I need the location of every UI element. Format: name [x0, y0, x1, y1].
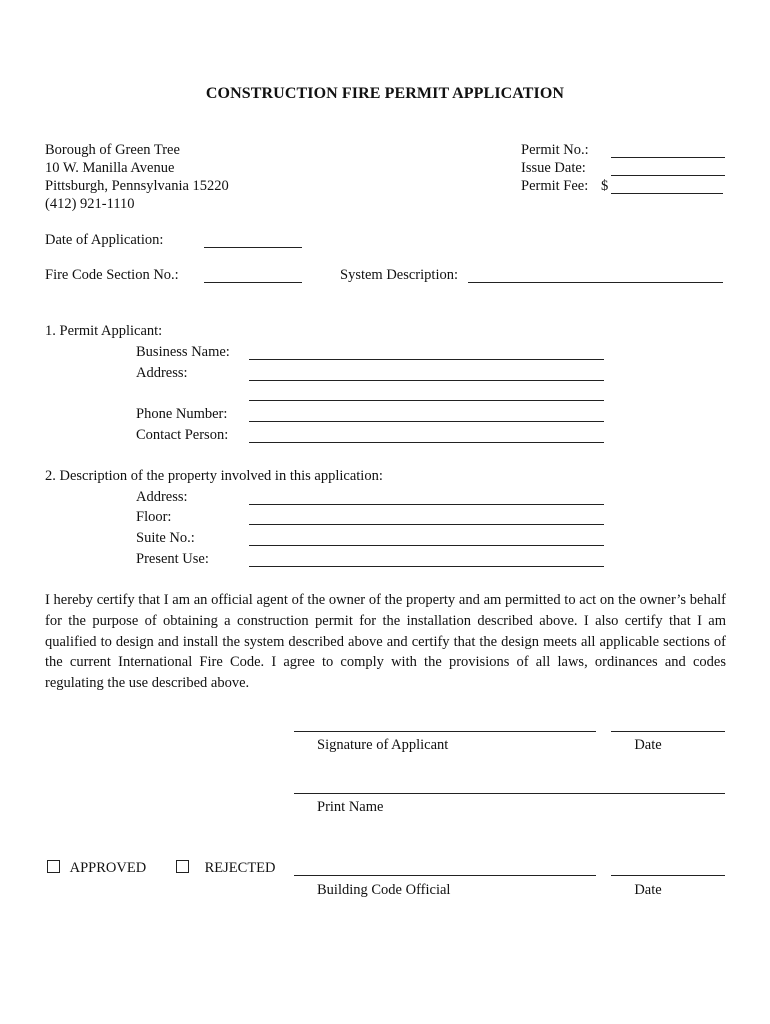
issue-date-label: Issue Date:: [521, 160, 586, 176]
print-name-label: Print Name: [317, 799, 384, 815]
fire-code-section-field[interactable]: [204, 282, 302, 283]
page-title: CONSTRUCTION FIRE PERMIT APPLICATION: [205, 85, 565, 102]
contact-person-field[interactable]: [249, 442, 604, 443]
phone-number-field[interactable]: [249, 421, 604, 422]
print-name-field[interactable]: [294, 793, 725, 794]
applicant-address-label: Address:: [136, 365, 188, 381]
system-description-field[interactable]: [468, 282, 723, 283]
present-use-field[interactable]: [249, 566, 604, 567]
official-date-label: Date: [634, 882, 662, 898]
fire-code-section-label: Fire Code Section No.:: [45, 267, 179, 283]
floor-field[interactable]: [249, 524, 604, 525]
floor-label: Floor:: [136, 509, 172, 525]
signature-of-applicant-label: Signature of Applicant: [317, 737, 449, 753]
applicant-address-field-1[interactable]: [249, 380, 604, 381]
approved-option[interactable]: [47, 859, 146, 877]
address-line-2: 10 W. Manilla Avenue: [45, 160, 175, 176]
suite-number-field[interactable]: [249, 545, 604, 546]
permit-fee-currency: $: [601, 178, 609, 194]
system-description-label: System Description:: [340, 267, 459, 283]
phone-number-label: Phone Number:: [136, 406, 228, 422]
approved-label: APPROVED: [69, 860, 147, 876]
present-use-label: Present Use:: [136, 551, 209, 567]
permit-number-field[interactable]: [611, 157, 725, 158]
issue-date-field[interactable]: [611, 175, 725, 176]
applicant-signature-field[interactable]: [294, 731, 596, 732]
official-signature-field[interactable]: [294, 875, 596, 876]
application-date-label: Date of Application:: [45, 232, 164, 248]
permit-fee-field[interactable]: [611, 193, 723, 194]
permit-fee-label: Permit Fee:: [521, 178, 589, 194]
applicant-address-field-2[interactable]: [249, 400, 604, 401]
section-1-heading: 1. Permit Applicant:: [45, 323, 163, 339]
section-2-heading: 2. Description of the property involved in this application:: [45, 468, 383, 484]
certification-paragraph: I hereby certify that I am an official agent of the owner of the property and am permitted to act on the owner’s behalf for the purpose of obtaining a construction permit for the installation described above. I also certify that I am qualified to design and install the system described above and certify that the design meets all applicable sections of the current International Fire Code. I agree to comply with the provisions of all laws, ordinances and codes regulating the use described above.: [45, 592, 726, 692]
contact-person-label: Contact Person:: [136, 427, 229, 443]
official-date-field[interactable]: [611, 875, 725, 876]
rejected-label: REJECTED: [204, 860, 276, 876]
permit-number-label: Permit No.:: [521, 142, 589, 158]
address-line-4: (412) 921-1110: [45, 196, 135, 212]
property-address-label: Address:: [136, 489, 188, 505]
application-date-field[interactable]: [204, 247, 302, 248]
address-line-3: Pittsburgh, Pennsylvania 15220: [45, 178, 229, 194]
building-code-official-label: Building Code Official: [317, 882, 451, 898]
business-name-label: Business Name:: [136, 344, 230, 360]
business-name-field[interactable]: [249, 359, 604, 360]
applicant-date-field[interactable]: [611, 731, 725, 732]
applicant-date-label: Date: [634, 737, 662, 753]
rejected-option[interactable]: [176, 859, 276, 877]
suite-number-label: Suite No.:: [136, 530, 195, 546]
address-line-1: Borough of Green Tree: [45, 142, 180, 158]
property-address-field[interactable]: [249, 504, 604, 505]
approved-checkbox[interactable]: [47, 860, 60, 873]
rejected-checkbox[interactable]: [176, 860, 189, 873]
